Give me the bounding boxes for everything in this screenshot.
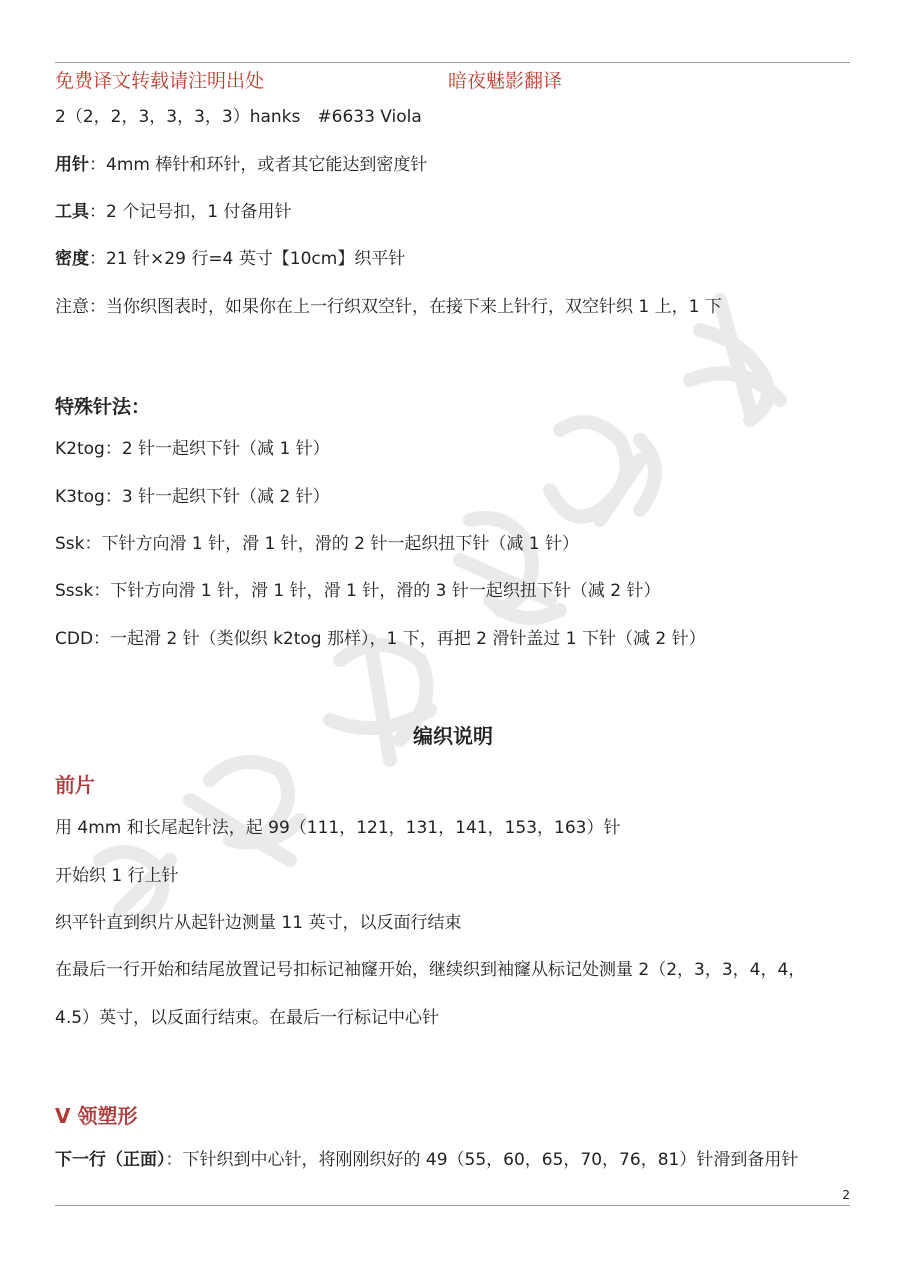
front-piece-title: 前片 [55, 773, 95, 797]
needles-text: ：4mm 棒针和环针，或者其它能达到密度针 [89, 155, 428, 175]
gauge-line [55, 247, 405, 271]
vneck-title: V 领塑形 [55, 1104, 138, 1128]
front-line-1: 用 4mm 和长尾起针法，起 99（111，121，131，141，153，163）针 [55, 818, 621, 838]
stitch-cdd: CDD：一起滑 2 针（类似织 k2tog 那样），1 下，再把 2 滑针盖过 1 下针（减 2 针） [55, 629, 706, 649]
front-line-2: 开始织 1 行上针 [55, 866, 179, 886]
header-translator: 暗夜魅影翻译 [448, 70, 563, 92]
header-rule [55, 62, 850, 63]
next-row-line [55, 1148, 798, 1172]
instructions-title: 编织说明 [413, 724, 493, 748]
next-row-text: ：下针织到中心针，将刚刚织好的 49（55，60，65，70，76，81）针滑到备用针 [165, 1150, 799, 1170]
tools-line [55, 200, 291, 224]
stitch-ssk: Ssk：下针方向滑 1 针，滑 1 针，滑的 2 针一起织扭下针（减 1 针） [55, 534, 579, 554]
special-stitches-title: 特殊针法： [55, 396, 151, 418]
tools-label: 工具 [55, 202, 89, 222]
footer-rule [55, 1205, 850, 1206]
stitch-k2tog: K2tog：2 针一起织下针（减 1 针） [55, 439, 330, 459]
needles-label: 用针 [55, 155, 89, 175]
front-line-4: 在最后一行开始和结尾放置记号扣标记袖窿开始，继续织到袖窿从标记处测量 2（2，3，3，4，4， [55, 960, 806, 980]
front-line-5: 4.5）英寸，以反面行结束。在最后一行标记中心针 [55, 1008, 440, 1028]
gauge-label: 密度 [55, 249, 89, 269]
gauge-text: ：21 针×29 行=4 英寸【10cm】织平针 [89, 249, 406, 269]
needles-line [55, 153, 427, 177]
note-line: 注意：当你织图表时，如果你在上一行织双空针，在接下来上针行，双空针织 1 上，1 下 [55, 297, 722, 317]
tools-text: ：2 个记号扣，1 付备用针 [89, 202, 292, 222]
yarn-line: 2（2，2，3，3，3，3）hanks #6633 Viola [55, 107, 422, 127]
next-row-label: 下一行（正面） [55, 1150, 166, 1170]
stitch-k3tog: K3tog：3 针一起织下针（减 2 针） [55, 487, 330, 507]
front-line-3: 织平针直到织片从起针边测量 11 英寸，以反面行结束 [55, 913, 462, 933]
page-number: 2 [842, 1188, 850, 1202]
header-left-note: 免费译文转载请注明出处 [55, 70, 265, 92]
stitch-sssk: Sssk：下针方向滑 1 针，滑 1 针，滑 1 针，滑的 3 针一起织扭下针（减 2 针） [55, 581, 661, 601]
